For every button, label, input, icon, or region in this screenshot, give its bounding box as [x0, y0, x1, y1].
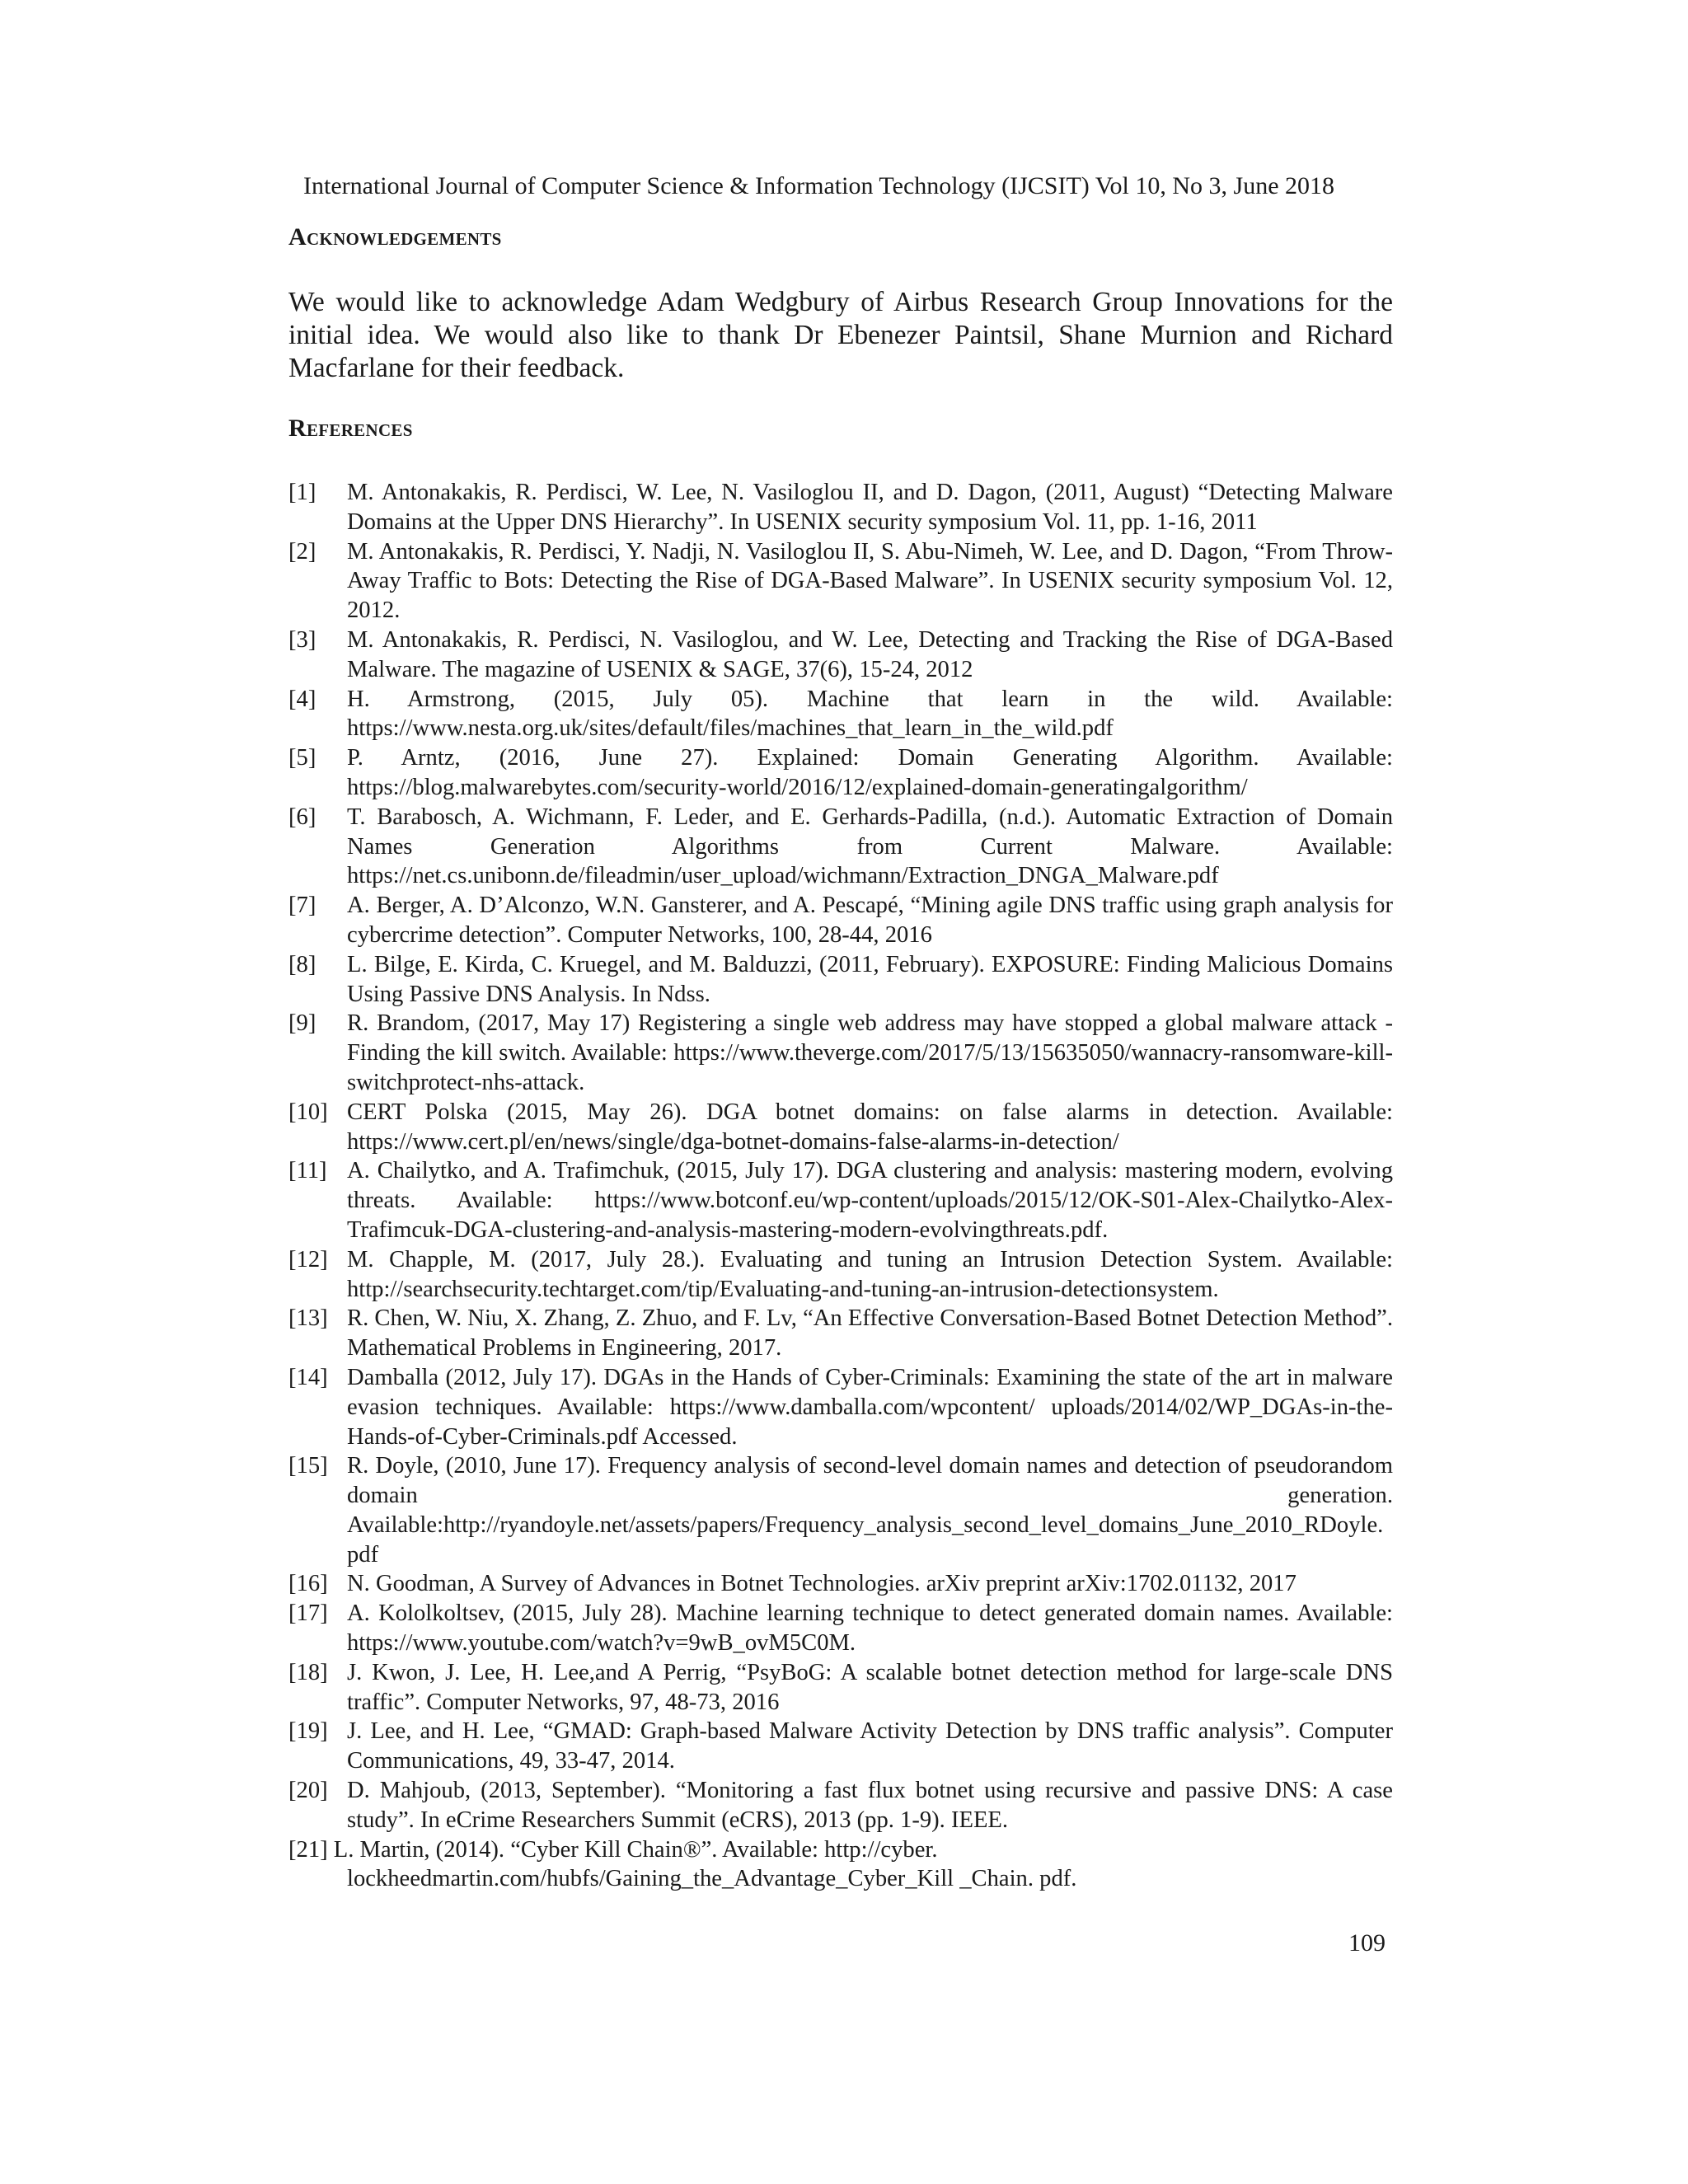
reference-text: H. Armstrong, (2015, July 05). Machine that learn in the wild. Available: https://www.nesta.org.uk/sites/default/files/machines_that_learn_in_the_wild.pdf — [347, 686, 1393, 742]
reference-text: M. Antonakakis, R. Perdisci, N. Vasiloglou, and W. Lee, Detecting and Tracking the Rise of DGA-Based Malware. The magazine of USENIX & SAGE, 37(6), 15-24, 2012 — [347, 626, 1393, 682]
reference-text: P. Arntz, (2016, June 27). Explained: Domain Generating Algorithm. Available: https://blog.malwarebytes.com/security-world/2016/12/explained-domain-generatingalgorithm/ — [347, 745, 1393, 800]
reference-text: M. Antonakakis, R. Perdisci, Y. Nadji, N. Vasiloglou II, S. Abu-Nimeh, W. Lee, and D. Dagon, “From Throw-Away Traffic to Bots: Detecting the Rise of DGA-Based Malware”. In USENIX security symposium Vol. 12, 2012. — [347, 538, 1393, 624]
reference-item — [288, 891, 1393, 950]
reference-item — [288, 1717, 1393, 1776]
reference-number: [4] — [288, 686, 316, 712]
reference-list — [288, 478, 1393, 1894]
references-heading: References — [288, 415, 413, 442]
reference-number: [3] — [288, 626, 316, 653]
reference-item — [288, 1098, 1393, 1157]
reference-number: [16] — [288, 1571, 328, 1597]
reference-text-continuation: lockheedmartin.com/hubfs/Gaining_the_Advantage_Cyber_Kill _Chain. pdf. — [347, 1866, 1077, 1892]
reference-item — [288, 1009, 1393, 1097]
reference-number: [2] — [288, 538, 316, 565]
reference-text: Damballa (2012, July 17). DGAs in the Hands of Cyber-Criminals: Examining the state of the art in malware evasion techniques. Available: https://www.damballa.com/wpcontent/ uploads/2014/02/WP_DGAs-in-the-Hands-of-Cyber-Criminals.pdf Accessed. — [347, 1364, 1393, 1450]
acknowledgements-body: We would like to acknowledge Adam Wedgbury of Airbus Research Group Innovations for the initial idea. We would also like to thank Dr Ebenezer Paintsil, Shane Murnion and Richard Macfarlane for their feedback. — [288, 287, 1393, 383]
reference-text: A. Berger, A. D’Alconzo, W.N. Gansterer, and A. Pescapé, “Mining agile DNS traffic using graph analysis for cybercrime detection”. Computer Networks, 100, 28-44, 2016 — [347, 893, 1393, 948]
reference-item — [288, 1156, 1393, 1244]
reference-item — [288, 1599, 1393, 1658]
reference-text: L. Bilge, E. Kirda, C. Kruegel, and M. Balduzzi, (2011, February). EXPOSURE: Finding Malicious Domains Using Passive DNS Analysis. In Ndss. — [347, 951, 1393, 1007]
reference-item — [288, 626, 1393, 685]
reference-item — [288, 1304, 1393, 1363]
reference-number: [14] — [288, 1364, 328, 1390]
reference-text: R. Chen, W. Niu, X. Zhang, Z. Zhuo, and F. Lv, “An Effective Conversation-Based Botnet Detection Method”. Mathematical Problems in Engineering, 2017. — [347, 1305, 1393, 1361]
reference-number: [18] — [288, 1659, 328, 1685]
reference-number: [19] — [288, 1718, 328, 1745]
reference-item — [288, 1569, 1393, 1599]
reference-text: J. Kwon, J. Lee, H. Lee,and A Perrig, “PsyBoG: A scalable botnet detection method for large-scale DNS traffic”. Computer Networks, 97, 48-73, 2016 — [347, 1659, 1393, 1715]
reference-number: [5] — [288, 745, 316, 771]
reference-item — [288, 537, 1393, 626]
reference-item — [288, 685, 1393, 744]
reference-item — [288, 743, 1393, 803]
reference-item — [288, 1776, 1393, 1835]
reference-number: [13] — [288, 1305, 328, 1332]
reference-text: L. Martin, (2014). “Cyber Kill Chain®”. Available: http://cyber. — [333, 1836, 938, 1863]
reference-item — [288, 1245, 1393, 1305]
reference-item — [288, 1363, 1393, 1451]
reference-number: [8] — [288, 951, 316, 977]
reference-number: [12] — [288, 1246, 328, 1272]
acknowledgements-heading: Acknowledgements — [288, 223, 502, 251]
reference-number: [11] — [288, 1158, 327, 1184]
reference-number: [6] — [288, 804, 316, 830]
reference-number: [20] — [288, 1778, 328, 1804]
reference-number: [7] — [288, 893, 316, 919]
reference-number: [17] — [288, 1601, 328, 1627]
reference-number: [21] — [288, 1836, 328, 1863]
reference-text: A. Kololkoltsev, (2015, July 28). Machine learning technique to detect generated domain names. Available: https://www.youtube.com/watch?v=9wB_ovM5C0M. — [347, 1601, 1393, 1657]
reference-number: [9] — [288, 1010, 316, 1037]
reference-number: [1] — [288, 480, 316, 505]
reference-text: A. Chailytko, and A. Trafimchuk, (2015, July 17). DGA clustering and analysis: mastering modern, evolving threats. Available: https://www.botconf.eu/wp-content/uploads/2015/12/OK-S01-Alex-Chailytko-Alex-Trafimcuk-DGA-clustering-and-analysis-mastering-modern-evolvingthreats.pdf. — [347, 1158, 1393, 1243]
reference-text: R. Doyle, (2010, June 17). Frequency analysis of second-level domain names and detection of pseudorandom domain generation. Available:http://ryandoyle.net/assets/papers/Frequency_analysis_second_level_domains_June_2010_RDoyle.pdf — [347, 1453, 1393, 1568]
reference-item — [288, 1658, 1393, 1718]
page-number: 109 — [1348, 1929, 1386, 1957]
reference-text: CERT Polska (2015, May 26). DGA botnet domains: on false alarms in detection. Available: https://www.cert.pl/en/news/single/dga-botnet-domains-false-alarms-in-detection/ — [347, 1099, 1393, 1155]
reference-item — [288, 478, 1393, 537]
reference-text: D. Mahjoub, (2013, September). “Monitoring a fast flux botnet using recursive and passive DNS: A case study”. In eCrime Researchers Summit (eCRS), 2013 (pp. 1-9). IEEE. — [347, 1778, 1393, 1833]
reference-number: [15] — [288, 1453, 328, 1479]
reference-text: R. Brandom, (2017, May 17) Registering a single web address may have stopped a global malware attack -Finding the kill switch. Available: https://www.theverge.com/2017/5/13/15635050/wannacry-ransomware-kill-switchprotect-nhs-attack. — [347, 1010, 1393, 1095]
reference-text: N. Goodman, A Survey of Advances in Botnet Technologies. arXiv preprint arXiv:1702.01132, 2017 — [347, 1571, 1296, 1597]
reference-item — [288, 1451, 1393, 1569]
reference-text: T. Barabosch, A. Wichmann, F. Leder, and E. Gerhards-Padilla, (n.d.). Automatic Extraction of Domain Names Generation Algorithms from Current Malware. Available: https://net.cs.unibonn.de/fileadmin/user_upload/wichmann/Extraction_DNGA_Malware.pdf — [347, 804, 1393, 889]
reference-text: J. Lee, and H. Lee, “GMAD: Graph-based Malware Activity Detection by DNS traffic analysis”. Computer Communications, 49, 33-47, 2014. — [347, 1718, 1393, 1774]
reference-item — [288, 803, 1393, 891]
reference-number: [10] — [288, 1099, 328, 1125]
reference-item — [288, 950, 1393, 1010]
running-header: International Journal of Computer Science & Information Technology (IJCSIT) Vol 10, No 3, June 2018 — [303, 172, 1335, 199]
reference-item — [288, 1835, 1393, 1895]
reference-text: M. Antonakakis, R. Perdisci, W. Lee, N. Vasiloglou II, and D. Dagon, (2011, August) “Detecting Malware Domains at the Upper DNS Hierarchy”. In USENIX security symposium Vol. 11, pp. 1-16, 2011 — [347, 480, 1393, 535]
reference-text: M. Chapple, M. (2017, July 28.). Evaluating and tuning an Intrusion Detection System. Available: http://searchsecurity.techtarget.com/tip/Evaluating-and-tuning-an-intrusion-detectionsystem. — [347, 1246, 1393, 1302]
